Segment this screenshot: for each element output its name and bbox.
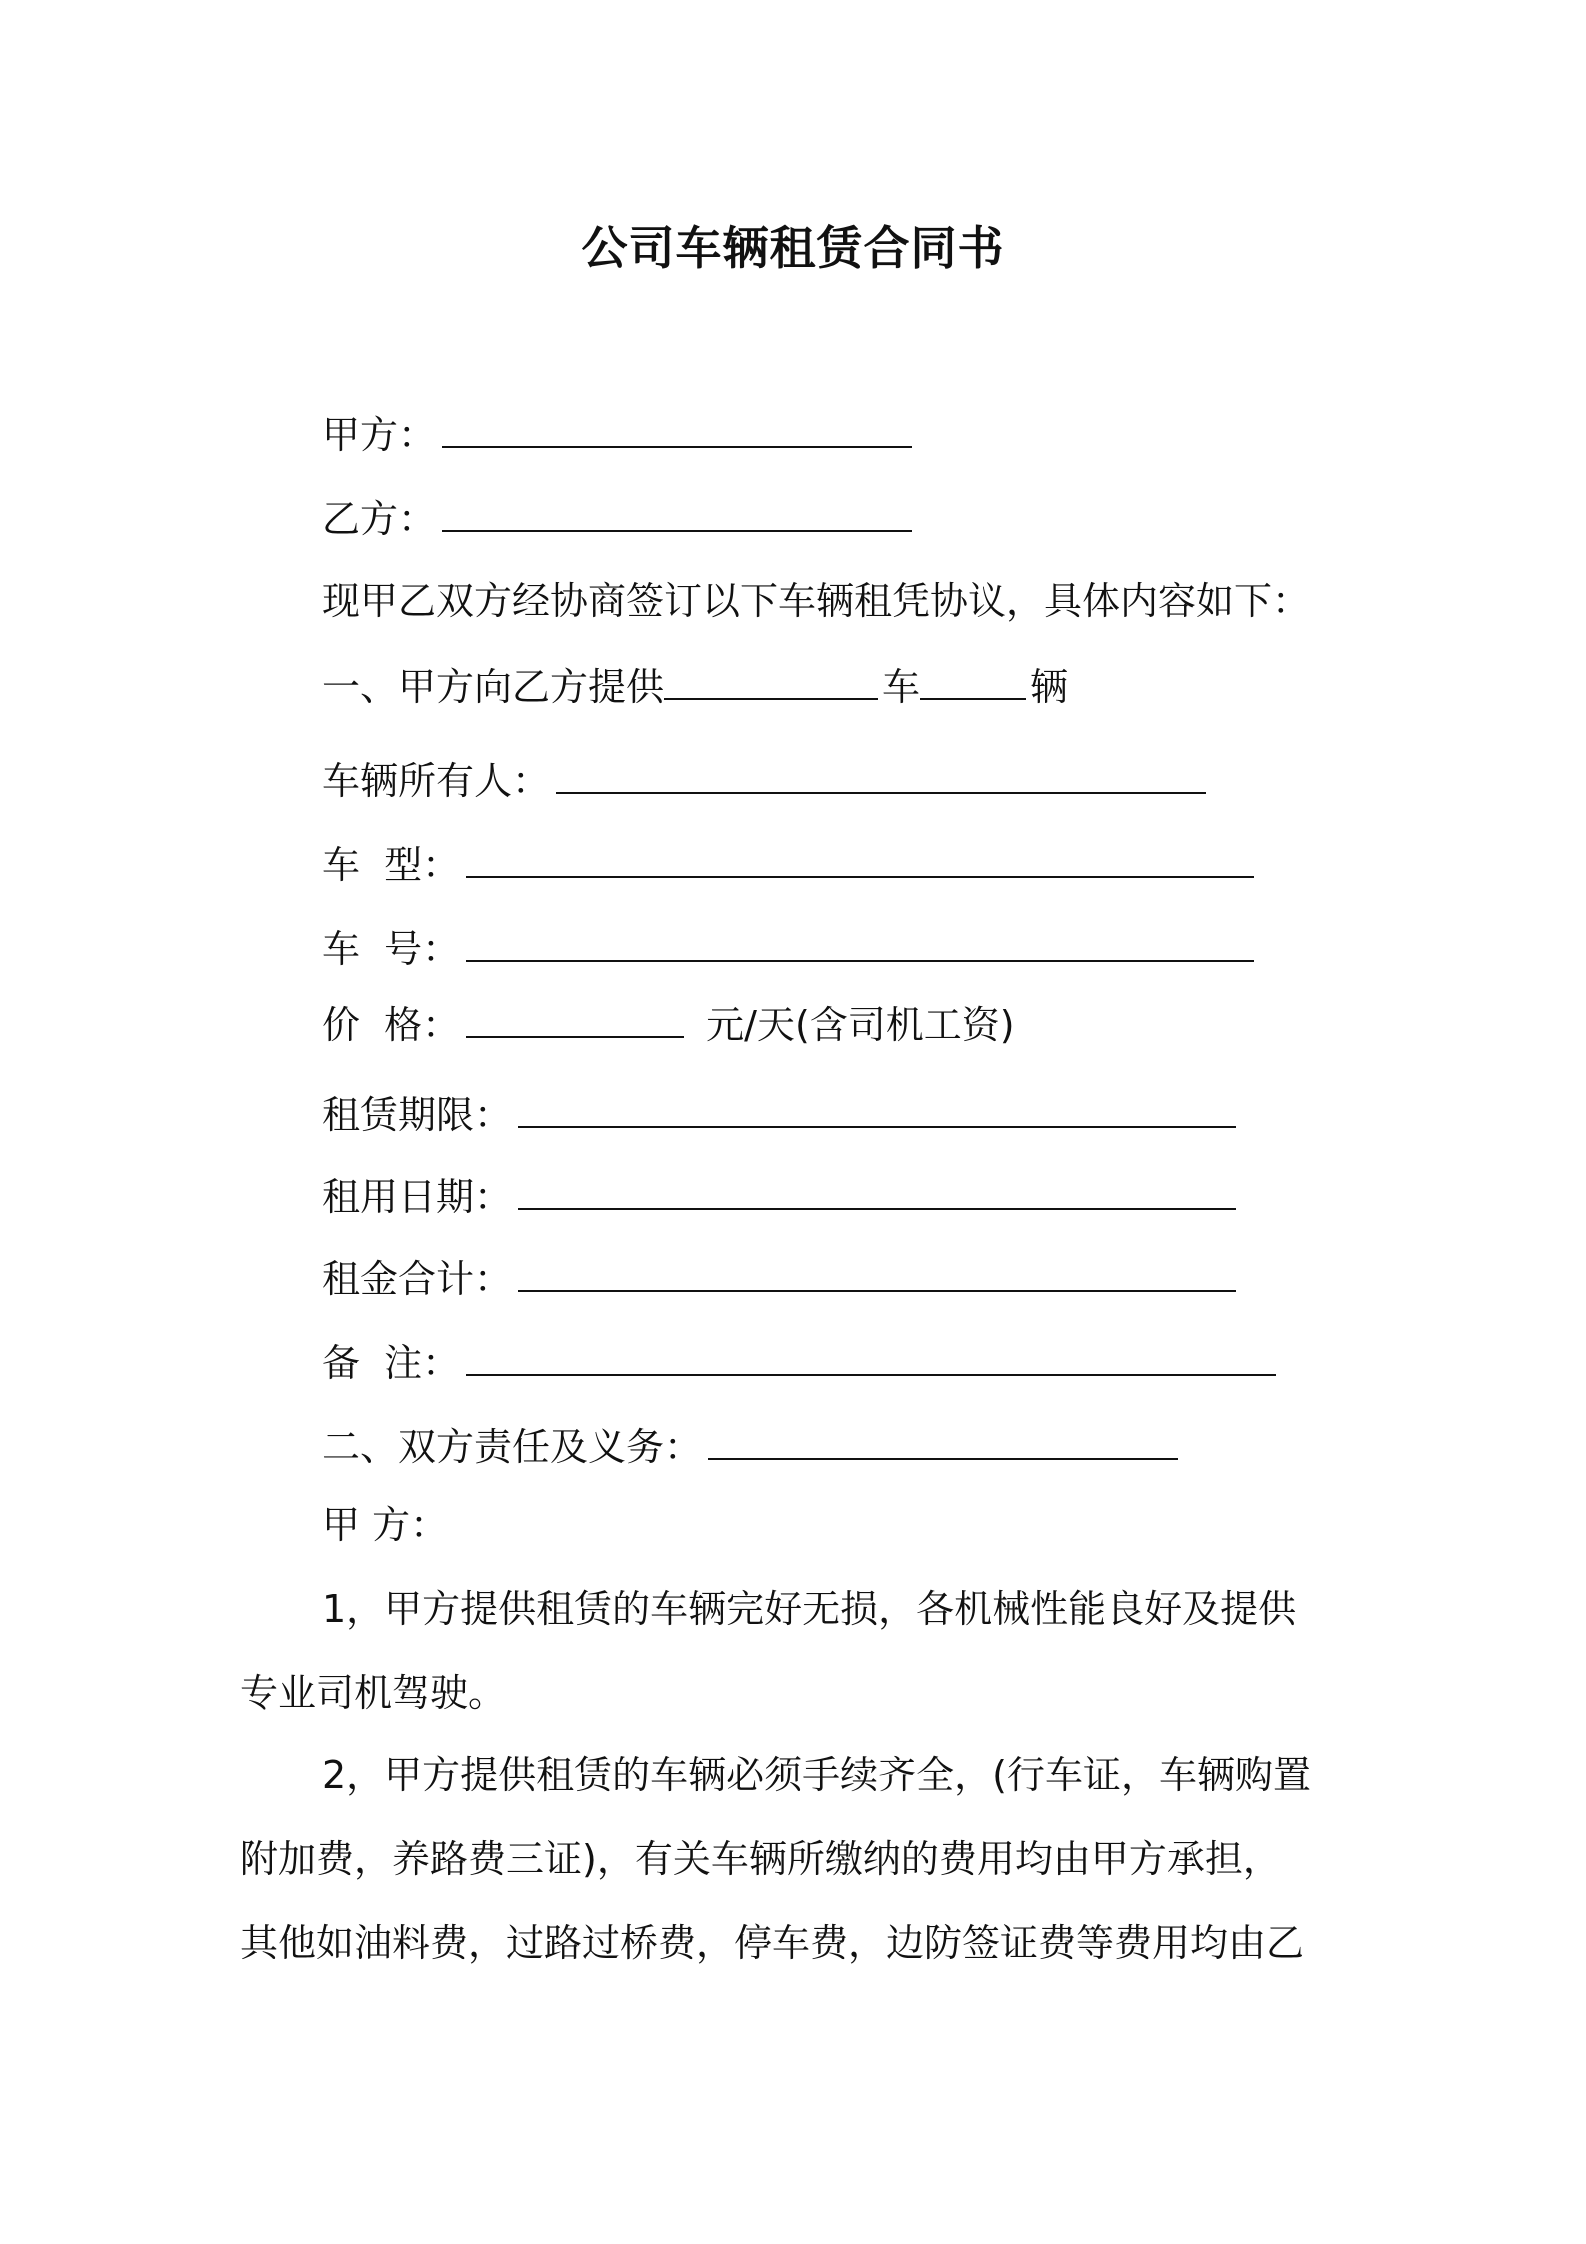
party-a-line	[322, 406, 912, 462]
plate-line	[322, 920, 1254, 976]
plate-label: 车 号：	[322, 927, 461, 971]
period-label: 租赁期限：	[322, 1093, 513, 1137]
plate-blank[interactable]	[466, 920, 1254, 962]
total-blank[interactable]	[518, 1250, 1236, 1292]
clause-1-line	[322, 658, 1068, 714]
document-title: 公司车辆租赁合同书	[581, 221, 1005, 275]
clause-1-middle: 车	[882, 665, 921, 709]
remark-blank[interactable]	[466, 1334, 1276, 1376]
remark-label: 备 注：	[322, 1341, 461, 1385]
clause-2-blank[interactable]	[708, 1418, 1178, 1460]
party-a-blank[interactable]	[442, 406, 912, 448]
party-a-label: 甲方：	[322, 413, 437, 457]
owner-line	[322, 752, 1206, 808]
item-2-line-1: 2，甲方提供租赁的车辆必须手续齐全，(行车证，车辆购置	[322, 1753, 1312, 1797]
item-1-line-2: 专业司机驾驶。	[240, 1671, 507, 1715]
party-b-blank[interactable]	[442, 490, 912, 532]
remark-line	[322, 1334, 1276, 1390]
date-blank[interactable]	[518, 1168, 1236, 1210]
party-b-line	[322, 490, 912, 546]
vehicle-count-blank[interactable]	[920, 658, 1026, 700]
total-label: 租金合计：	[322, 1257, 513, 1301]
clause-2-label: 二、双方责任及义务：	[322, 1425, 703, 1469]
party-b-label: 乙方：	[322, 497, 437, 541]
date-line	[322, 1168, 1236, 1224]
clause-2-line	[322, 1418, 1178, 1474]
clause-1-suffix: 辆	[1030, 665, 1069, 709]
period-blank[interactable]	[518, 1086, 1236, 1128]
price-unit: 元/天(含司机工资)	[706, 1003, 1015, 1047]
price-label: 价 格：	[322, 1003, 461, 1047]
period-line	[322, 1086, 1236, 1142]
model-blank[interactable]	[466, 836, 1254, 878]
total-line	[322, 1250, 1236, 1306]
owner-label: 车辆所有人：	[322, 759, 551, 803]
item-2-line-2: 附加费，养路费三证)，有关车辆所缴纳的费用均由甲方承担，	[240, 1837, 1281, 1881]
date-label: 租用日期：	[322, 1175, 513, 1219]
price-blank[interactable]	[466, 996, 684, 1038]
intro-line: 现甲乙双方经协商签订以下车辆租凭协议，具体内容如下：	[322, 579, 1311, 623]
vehicle-type-blank[interactable]	[664, 658, 878, 700]
item-1-line-1: 1，甲方提供租赁的车辆完好无损，各机械性能良好及提供	[322, 1587, 1297, 1631]
party-a-section: 甲 方：	[322, 1503, 449, 1547]
item-2-line-3: 其他如油料费，过路过桥费，停车费，边防签证费等费用均由乙	[240, 1921, 1305, 1965]
owner-blank[interactable]	[556, 752, 1206, 794]
price-line	[322, 996, 1015, 1052]
clause-1-prefix: 一、甲方向乙方提供	[322, 665, 665, 709]
model-label: 车 型：	[322, 843, 461, 887]
model-line	[322, 836, 1254, 892]
